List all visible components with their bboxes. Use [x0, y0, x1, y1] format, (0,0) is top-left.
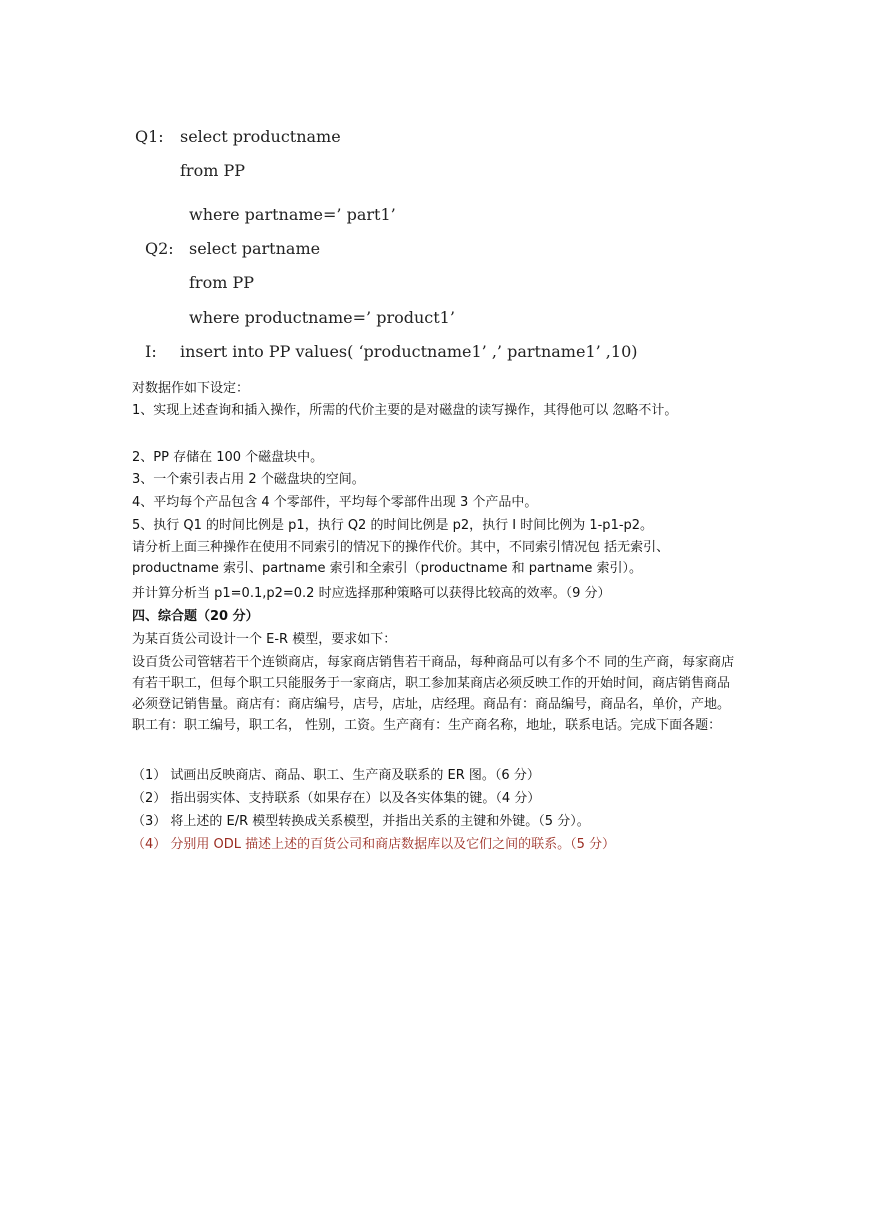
q1-where-line: where partname=’ part1’: [189, 205, 396, 224]
assumption-item-2: 2、PP 存储在 100 个磁盘块中。: [132, 450, 324, 465]
assumption-item-3: 3、一个索引表占用 2 个磁盘块的空间。: [132, 472, 365, 487]
q1-from-line: from PP: [180, 161, 245, 180]
q1-label: Q1:: [135, 127, 164, 146]
q2-where-line: where productname=’ product1’: [189, 308, 455, 327]
task-3: （3） 将上述的 E/R 模型转换成关系模型，并指出关系的主键和外键。（5 分）。: [132, 814, 590, 829]
insert-statement: insert into PP values( ‘productname1’ ,’ partname1’ ,10): [180, 342, 638, 361]
section-intro: 为某百货公司设计一个 E-R 模型，要求如下：: [132, 632, 397, 647]
analysis-paragraph: 请分析上面三种操作在使用不同索引的情况下的操作代价。其中，不同索引情况包 括无索引、productname 索引、partname 索引和全索引（productname 和 partname 索引）。: [132, 540, 670, 576]
q1-select-line: select productname: [180, 127, 341, 146]
section-description: 设百货公司管辖若干个连锁商店，每家商店销售若干商品，每种商品可以有多个不 同的生产商，每家商店有若干职工，但每个职工只能服务于一家商店，职工参加某商店必须反映工作的开始时间，商店销售商品必须登记销售量。商店有：商店编号，店号，店址，店经理。商品有：商品编号，商品名，单价，产地。职工有：职工编号，职工名， 性别，工资。生产商有：生产商名称，地址，联系电话。完成下面各题：: [132, 655, 735, 733]
insert-label: I:: [145, 342, 157, 361]
analysis-question: 并计算分析当 p1=0.1,p2=0.2 时应选择那种策略可以获得比较高的效率。（9 分）: [132, 586, 611, 601]
q2-label: Q2:: [145, 239, 174, 258]
assumptions-intro: 对数据作如下设定：: [132, 381, 250, 396]
assumption-item-1: 1、实现上述查询和插入操作，所需的代价主要的是对磁盘的读写操作，其得他可以 忽略不计。: [132, 403, 678, 418]
task-4: （4） 分别用 ODL 描述上述的百货公司和商店数据库以及它们之间的联系。（5 分）: [132, 837, 616, 852]
assumption-item-5: 5、执行 Q1 的时间比例是 p1，执行 Q2 的时间比例是 p2，执行 I 时间比例为 1-p1-p2。: [132, 518, 654, 533]
task-2: （2） 指出弱实体、支持联系（如果存在）以及各实体集的键。（4 分）: [132, 791, 541, 806]
assumption-item-4: 4、平均每个产品包含 4 个零部件，平均每个零部件出现 3 个产品中。: [132, 495, 538, 510]
q2-select-line: select partname: [189, 239, 321, 258]
q2-from-line: from PP: [189, 273, 254, 292]
section-heading: 四、综合题（20 分）: [132, 609, 259, 624]
task-1: （1） 试画出反映商店、商品、职工、生产商及联系的 ER 图。（6 分）: [132, 768, 540, 783]
